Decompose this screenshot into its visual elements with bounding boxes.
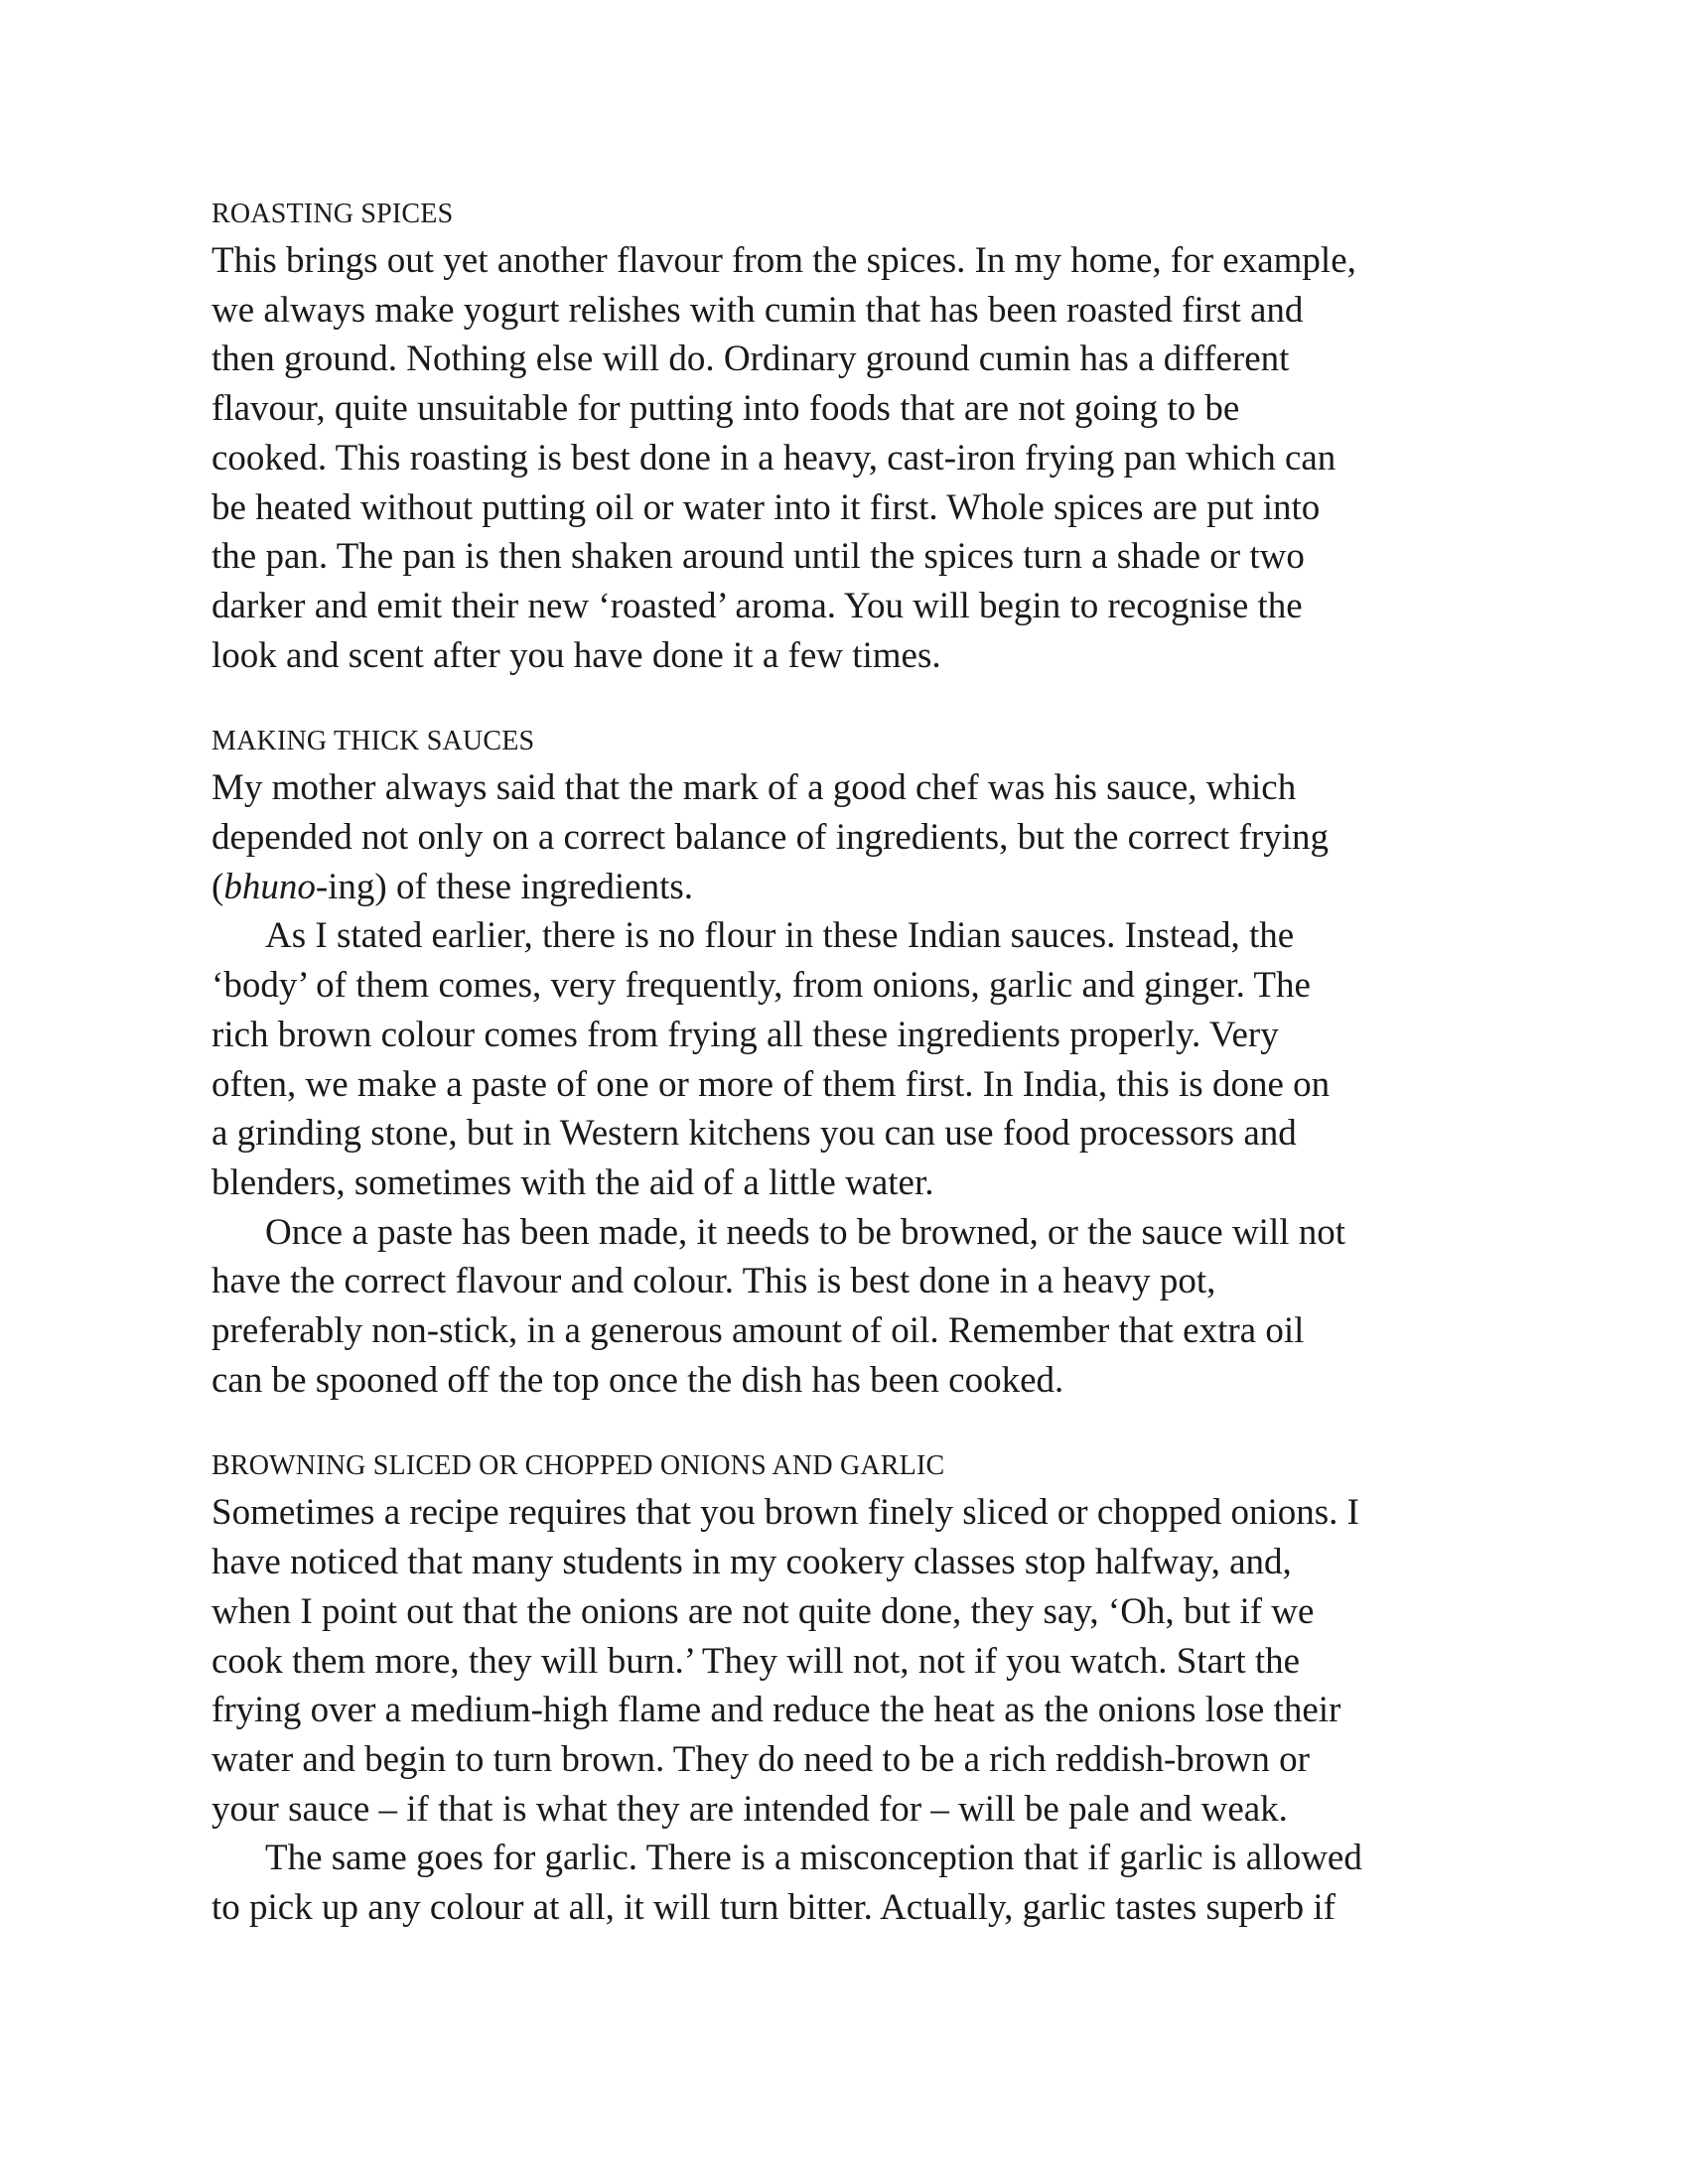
section-heading: MAKING THICK SAUCES bbox=[211, 726, 535, 757]
text-line: rich brown colour comes from frying all these ingredients properly. Very bbox=[211, 1014, 1279, 1055]
text-line: when I point out that the onions are not quite done, they say, ‘Oh, but if we bbox=[211, 1590, 1315, 1632]
section-making-thick-sauces bbox=[211, 722, 1492, 1405]
paragraph bbox=[211, 1208, 1492, 1406]
italic-term: bhuno bbox=[223, 866, 316, 907]
text-line: have the correct flavour and colour. This is best done in a heavy pot, bbox=[211, 1261, 1216, 1302]
text-line: be heated without putting oil or water into it first. Whole spices are put into bbox=[211, 486, 1321, 528]
text-line: look and scent after you have done it a few times. bbox=[211, 634, 941, 676]
text-line: As I stated earlier, there is no flour in these Indian sauces. Instead, the bbox=[265, 915, 1295, 957]
paragraph bbox=[211, 1488, 1492, 1834]
line-rest: -ing) of these ingredients. bbox=[315, 866, 693, 907]
text-line: then ground. Nothing else will do. Ordinary ground cumin has a different bbox=[211, 339, 1290, 380]
text-line: to pick up any colour at all, it will turn bitter. Actually, garlic tastes superb if bbox=[211, 1887, 1336, 1929]
text-line: Once a paste has been made, it needs to be browned, or the sauce will not bbox=[265, 1211, 1346, 1253]
text-line: the pan. The pan is then shaken around until the spices turn a shade or two bbox=[211, 536, 1305, 578]
text-line: frying over a medium-high flame and reduce the heat as the onions lose their bbox=[211, 1690, 1341, 1731]
text-line: cook them more, they will burn.’ They will not, not if you watch. Start the bbox=[211, 1640, 1301, 1682]
text-line: The same goes for garlic. There is a misconception that if garlic is allowed bbox=[265, 1838, 1362, 1879]
paragraph bbox=[211, 911, 1492, 1207]
text-line: depended not only on a correct balance of ingredients, but the correct frying bbox=[211, 817, 1329, 859]
text-line: often, we make a paste of one or more of them first. In India, this is done on bbox=[211, 1063, 1331, 1105]
text-line: darker and emit their new ‘roasted’ aroma. You will begin to recognise the bbox=[211, 585, 1303, 626]
text-line: flavour, quite unsuitable for putting into foods that are not going to be bbox=[211, 388, 1240, 430]
text-line: your sauce – if that is what they are intended for – will be pale and weak. bbox=[211, 1788, 1288, 1830]
paren-open: ( bbox=[211, 866, 224, 907]
section-heading: ROASTING SPICES bbox=[211, 199, 454, 229]
text-line: can be spooned off the top once the dish has been cooked. bbox=[211, 1359, 1064, 1401]
text-line bbox=[211, 863, 1492, 912]
text-line: a grinding stone, but in Western kitchens you can use food processors and bbox=[211, 1113, 1297, 1155]
paragraph bbox=[211, 1834, 1492, 1932]
section-browning-onions-garlic bbox=[211, 1446, 1492, 1932]
text-line: This brings out yet another flavour from the spices. In my home, for example, bbox=[211, 240, 1356, 281]
text-line: preferably non-stick, in a generous amount of oil. Remember that extra oil bbox=[211, 1310, 1305, 1352]
text-line: blenders, sometimes with the aid of a little water. bbox=[211, 1161, 934, 1203]
section-roasting-spices bbox=[211, 195, 1492, 680]
text-line: Sometimes a recipe requires that you brown finely sliced or chopped onions. I bbox=[211, 1492, 1359, 1534]
text-line: My mother always said that the mark of a good chef was his sauce, which bbox=[211, 767, 1297, 809]
document-page bbox=[211, 195, 1492, 1933]
text-line: have noticed that many students in my cookery classes stop halfway, and, bbox=[211, 1542, 1292, 1583]
text-line: cooked. This roasting is best done in a heavy, cast-iron frying pan which can bbox=[211, 437, 1336, 478]
paragraph bbox=[211, 236, 1492, 680]
paragraph bbox=[211, 763, 1492, 911]
text-line: water and begin to turn brown. They do need to be a rich reddish-brown or bbox=[211, 1738, 1310, 1780]
text-line: ‘body’ of them comes, very frequently, from onions, garlic and ginger. The bbox=[211, 965, 1311, 1007]
text-line: we always make yogurt relishes with cumin that has been roasted first and bbox=[211, 289, 1304, 331]
section-heading: BROWNING SLICED OR CHOPPED ONIONS AND GARLIC bbox=[211, 1450, 945, 1482]
